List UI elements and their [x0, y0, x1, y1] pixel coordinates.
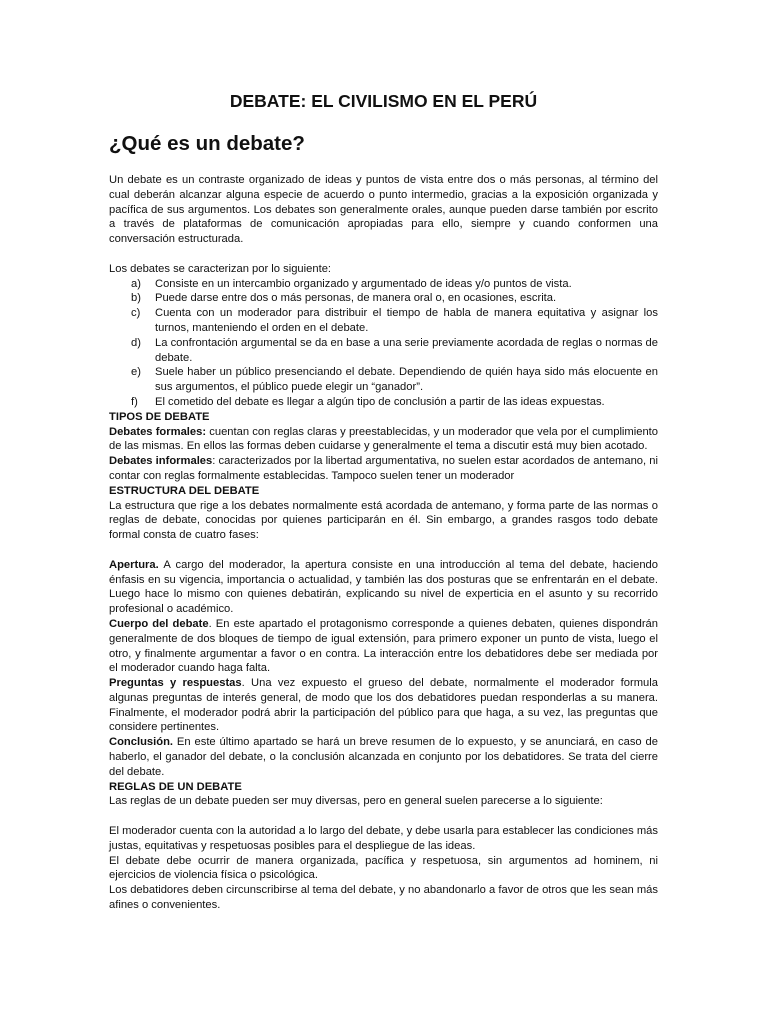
list-marker: d)	[131, 336, 141, 349]
rules-heading: REGLAS DE UN DEBATE	[109, 780, 242, 793]
list-item	[109, 395, 658, 410]
intro-paragraph: Un debate es un contraste organizado de ideas y puntos de vista entre dos o más personas, al término del cual deberán alcanzar alguna especie de acuerdo o punto intermedio, gracias a la exposición organizada y pacífica de sus argumentos. Los debates son generalmente orales, aunque pueden darse también por escrito a través de plataformas de comunicación apropiadas para ello, siempre y cuando conformen una conversación estructurada.	[109, 174, 658, 246]
question-heading: ¿Qué es un debate?	[109, 132, 305, 155]
list-item-text: Suele haber un público presenciando el debate. Dependiendo de quién haya sido más elocuente en sus argumentos, el público puede elegir un “ganador”.	[155, 366, 658, 394]
structure-heading: ESTRUCTURA DEL DEBATE	[109, 484, 260, 497]
phase-term: Conclusión.	[109, 736, 174, 749]
phase-term: Apertura.	[109, 558, 159, 571]
phase-text: A cargo del moderador, la apertura consiste en una introducción al tema del debate, haciendo énfasis en su vigencia, importancia o actualidad, y también las dos posturas que se enfrentarán en el debate. Luego hace lo mismo con quienes debatirán, explicando su nivel de experticia en el asunto y su recorrido profesional o académico.	[109, 558, 658, 616]
spacer	[109, 809, 658, 824]
list-item	[109, 291, 658, 306]
list-marker: f)	[131, 395, 138, 408]
list-item-text: La confrontación argumental se da en base a una serie previamente acordada de reglas o normas de debate.	[155, 336, 658, 364]
features-list	[109, 277, 658, 410]
list-item	[109, 336, 658, 366]
phase-term: Cuerpo del debate	[109, 617, 209, 630]
list-item	[109, 365, 658, 395]
phase-term: Preguntas y respuestas	[109, 677, 242, 690]
rules-intro: Las reglas de un debate pueden ser muy diversas, pero en general suelen parecerse a lo siguiente:	[109, 795, 603, 808]
list-item-text: Cuenta con un moderador para distribuir el tiempo de habla de manera equitativa y asignar los turnos, manteniendo el orden en el debate.	[155, 307, 658, 334]
list-item-text: El cometido del debate es llegar a algún tipo de conclusión a partir de las ideas expuestas.	[155, 395, 605, 408]
list-marker: c)	[131, 307, 141, 320]
formal-debates-term: Debates formales:	[109, 425, 207, 438]
phase-paragraph	[109, 735, 658, 779]
features-intro: Los debates se caracterizan por lo siguiente:	[109, 262, 332, 275]
list-marker: a)	[131, 277, 141, 290]
rule-paragraph: El debate debe ocurrir de manera organizada, pacífica y respetuosa, sin argumentos ad hominem, ni ejercicios de violencia física o psicológica.	[109, 854, 658, 882]
list-item	[109, 306, 658, 336]
list-item-text: Puede darse entre dos o más personas, de manera oral o, en ocasiones, escrita.	[155, 292, 557, 305]
list-marker: b)	[131, 292, 141, 305]
phase-text: . Una vez expuesto el grueso del debate, normalmente el moderador formula algunas preguntas de interés general, de modo que los dos debatidores puedan responderlas a su manera. Finalmente, el moderador podrá abrir la participación del público para que haga, a su vez, las preguntas que considere pertinentes.	[109, 677, 658, 734]
informal-debates-term: Debates informales	[109, 455, 213, 468]
spacer	[109, 543, 658, 558]
spacer	[109, 247, 658, 262]
informal-debates-paragraph	[109, 454, 658, 484]
formal-debates-paragraph	[109, 425, 658, 455]
list-item	[109, 277, 658, 292]
phase-paragraph	[109, 676, 658, 735]
phase-text: . En este apartado el protagonismo corresponde a quienes debaten, quienes dispondrán generalmente de dos bloques de tiempo de igual extensión, para primero exponer un punto de vista, luego el otro, y finalmente argumentar a favor o en contra. La interacción entre los debatidores debe ser mediada por el moderador cuando haga falta.	[109, 617, 658, 675]
rule-paragraph: El moderador cuenta con la autoridad a lo largo del debate, y debe usarla para establecer las condiciones más justas, equitativas y respetuosas posibles para el despliegue de las ideas.	[109, 825, 658, 852]
formal-debates-text: cuentan con reglas claras y preestablecidas, y un moderador que vela por el cumplimiento de las mismas. En ellos las formas deben cuidarse y generalmente el tema a discutir está muy bien acotado.	[109, 425, 658, 453]
document-body	[109, 173, 658, 913]
list-item-text: Consiste en un intercambio organizado y argumentado de ideas y/o puntos de vista.	[155, 277, 572, 290]
document-title: DEBATE: EL CIVILISMO EN EL PERÚ	[229, 91, 538, 111]
phase-paragraph	[109, 617, 658, 676]
rule-paragraph: Los debatidores deben circunscribirse al tema del debate, y no abandonarlo a favor de otros que les sean más afines o convenientes.	[109, 884, 658, 912]
types-heading: TIPOS DE DEBATE	[109, 410, 210, 423]
phase-paragraph	[109, 558, 658, 617]
informal-debates-text: : caracterizados por la libertad argumentativa, no suelen estar acordados de antemano, ni contar con reglas formalmente establecidas. Tampoco suelen tener un moderador	[109, 455, 658, 482]
phase-text: En este último apartado se hará un breve resumen de lo expuesto, y se anunciará, en caso de haberlo, el ganador del debate, o la conclusión alcanzada en conjunto por los debatidores. Se trata del cierre del debate.	[109, 736, 658, 778]
structure-intro: La estructura que rige a los debates normalmente está acordada de antemano, y forma parte de las normas o reglas de debate, conocidas por quienes participarán en él. Sin embargo, a grandes rasgos todo debate formal consta de cuatro fases:	[109, 499, 658, 542]
list-marker: e)	[131, 366, 141, 379]
